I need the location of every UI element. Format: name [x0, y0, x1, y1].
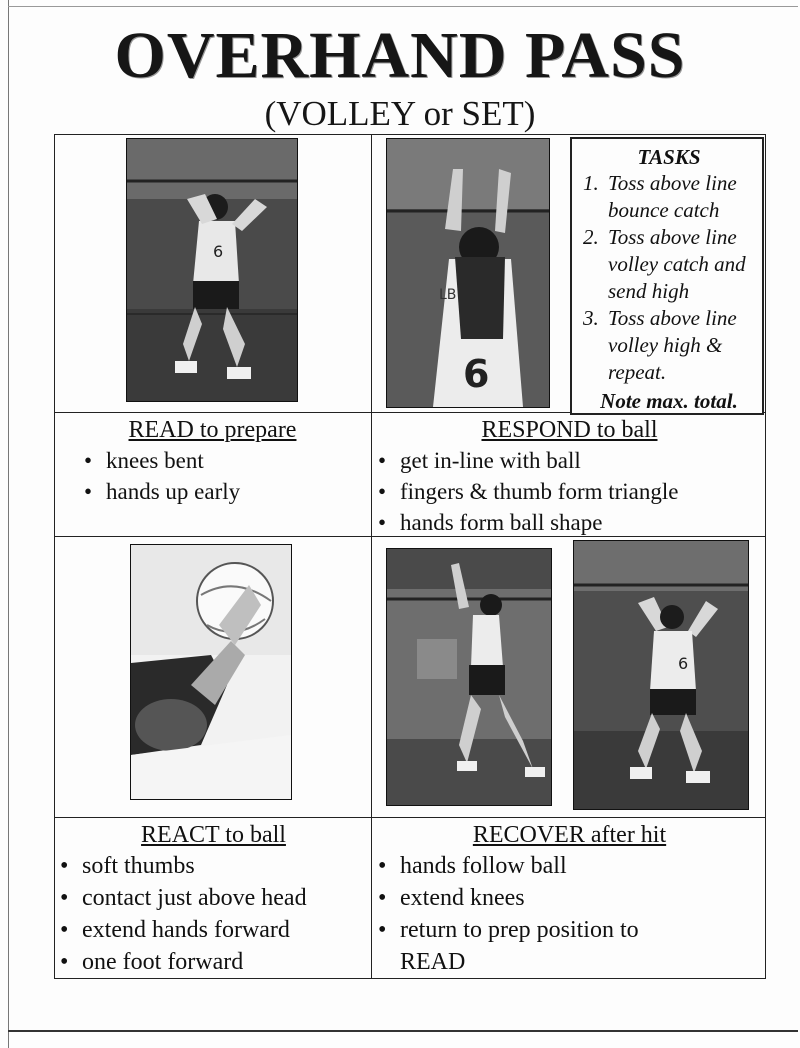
section-react [54, 818, 371, 978]
bullet-item: • soft thumbs [56, 850, 371, 882]
tasks-note: Note max. total. [600, 389, 738, 413]
bullet-item: • extend hands forward [56, 914, 371, 946]
photo-react-ball [130, 544, 292, 800]
grid-line-top [54, 134, 766, 135]
photo-recover-ready [573, 540, 749, 810]
section-respond [372, 413, 765, 536]
section-read-list [80, 445, 371, 507]
bullet-item: • hands follow ball [374, 850, 765, 882]
instruction-grid [54, 134, 766, 979]
jersey-letters-back: LB [439, 287, 457, 303]
bullet-item: • contact just above head [56, 882, 371, 914]
photo-respond-ball [386, 138, 550, 408]
section-read-heading: READ to prepare [128, 417, 297, 443]
bullet-item: • return to prep position to READ [374, 914, 700, 978]
page-title: OVERHAND PASS [114, 19, 686, 92]
bullet-item: • knees bent [80, 445, 371, 476]
page-subtitle: (VOLLEY or SET) [264, 94, 536, 133]
section-recover-heading: RECOVER after hit [472, 822, 667, 848]
section-recover [372, 818, 765, 978]
jersey-number-front: 6 [213, 242, 224, 261]
page-frame-top [8, 6, 798, 7]
section-recover-list [374, 850, 765, 978]
task-item: 2. Toss above line volley catch and send high [604, 224, 758, 305]
section-respond-heading: RESPOND to ball [481, 417, 658, 443]
bullet-item: • fingers & thumb form triangle [374, 476, 765, 507]
section-react-heading: REACT to ball [141, 822, 286, 848]
section-read [54, 413, 371, 536]
grid-line-right [765, 134, 766, 979]
task-item: 1. Toss above line bounce catch [604, 170, 758, 224]
bullet-item: • extend knees [374, 882, 765, 914]
jersey-number-recover: 6 [678, 654, 689, 673]
bullet-item: • hands form ball shape [374, 507, 765, 538]
jersey-number-back: 6 [463, 352, 490, 396]
photo-recover-follow-through [386, 548, 552, 806]
bullet-item: • get in-line with ball [374, 445, 765, 476]
bullet-item: • one foot forward [56, 946, 371, 978]
section-react-list [56, 850, 371, 978]
grid-line-bottom [54, 978, 766, 979]
bullet-item: • hands up early [80, 476, 371, 507]
tasks-heading: TASKS [637, 145, 701, 169]
tasks-box [570, 137, 764, 415]
page-frame-left [8, 0, 9, 1048]
tasks-list [580, 170, 758, 386]
photo-read-prepare [126, 138, 298, 402]
task-item: 3. Toss above line volley high & repeat. [604, 305, 758, 386]
section-respond-list [374, 445, 765, 538]
page-frame-bottom [8, 1030, 798, 1032]
